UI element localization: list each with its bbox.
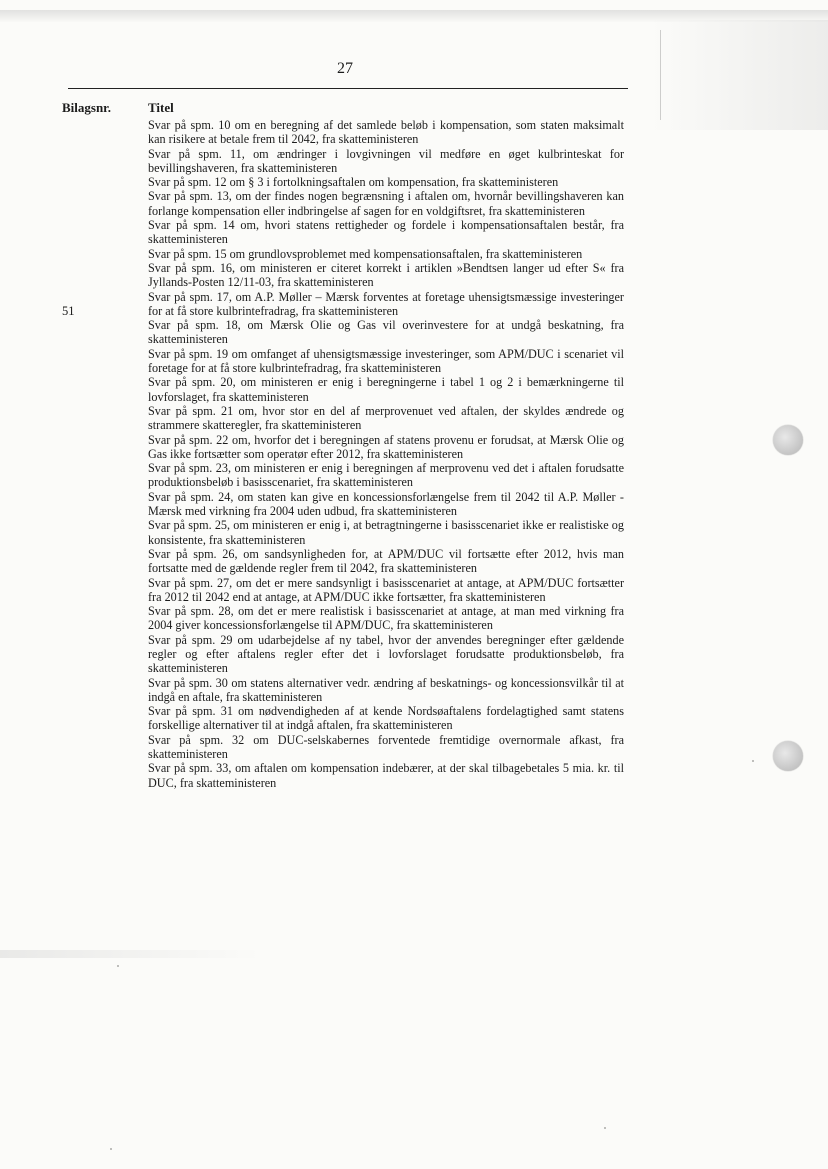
list-item: Svar på spm. 25, om ministeren er enig i, at betragtningerne i basisscenariet ikke er realistiske og konsistente, fra skatteministeren (148, 518, 624, 547)
list-item: Svar på spm. 27, om det er mere sandsynligt i basisscenariet at antage, at APM/DUC fortsætter fra 2012 til 2042 end at antage, at APM/DUC ikke fortsætter, fra skatteministeren (148, 575, 624, 604)
punch-hole-lower (773, 741, 803, 771)
list-item: Svar på spm. 31 om nødvendigheden af at kende Nordsøaftalens fordelagtighed samt statens forskellige alternativer til at indgå aftalen, fra skatteministeren (148, 704, 624, 733)
list-item: Svar på spm. 23, om ministeren er enig i beregningen af merprovenu ved det i aftalen forudsatte produktionsbeløb i basisscenariet, fra skatteministeren (148, 461, 624, 490)
scan-speck (752, 760, 754, 762)
scan-speck (110, 1148, 112, 1150)
entry-list (148, 118, 624, 790)
list-item: Svar på spm. 19 om omfanget af uhensigtsmæssige investeringer, som APM/DUC i scenariet vil foretage for at få store kulbrintefradrag, fra skatteministeren (148, 346, 624, 376)
list-item: Svar på spm. 13, om der findes nogen begrænsning i aftalen om, hvornår bevillingshaveren kan forlange kompensation eller indbringelse af sagen for en voldgiftsret, fra skatteministeren (148, 189, 624, 218)
list-item: Svar på spm. 21 om, hvor stor en del af merprovenuet ved aftalen, der skyldes ændrede og strammere skatteregler, fra skatteministeren (148, 403, 624, 433)
list-item: Svar på spm. 26, om sandsynligheden for, at APM/DUC vil fortsætte efter 2012, hvis man fortsatte med de gældende regler frem til 2042, fra skatteministeren (148, 546, 624, 576)
list-item: Svar på spm. 15 om grundlovsproblemet med kompensationsaftalen, fra skatteministeren (148, 246, 583, 261)
list-item: Svar på spm. 17, om A.P. Møller – Mærsk forventes at foretage uhensigtsmæssige investeringer for at få store kulbrintefradrag, fra skatteministeren (148, 289, 624, 318)
list-item: Svar på spm. 33, om aftalen om kompensation indebærer, at der skal tilbagebetales 5 mia. kr. til DUC, fra skatteministeren (148, 761, 624, 790)
list-item: Svar på spm. 30 om statens alternativer vedr. ændring af beskatnings- og koncessionsvilkår til at indgå en aftale, fra skatteministeren (148, 675, 624, 704)
list-item: Svar på spm. 11, om ændringer i lovgivningen vil medføre en øget kulbrinteskat for bevillingshaveren, fra skatteministeren (148, 146, 624, 175)
header-rule (68, 88, 628, 89)
list-item: Svar på spm. 10 om en beregning af det samlede beløb i kompensation, som staten maksimalt kan risikere at betale frem til 2042, fra skatteministeren (148, 118, 624, 147)
scan-artifact-bottom (0, 950, 260, 958)
list-item: Svar på spm. 28, om det er mere realistisk i basisscenariet at antage, at man med virkning fra 2004 giver koncessionsforlængelse til APM/DUC, fra skatteministeren (148, 604, 624, 633)
scan-speck (604, 1127, 606, 1129)
list-item: Svar på spm. 20, om ministeren er enig i beregningerne i tabel 1 og 2 i bemærkningerne til lovforslaget, fra skatteministeren (148, 375, 624, 404)
list-item: Svar på spm. 24, om staten kan give en koncessionsforlængelse frem til 2042 til A.P. Møller - Mærsk med virkning fra 2004 uden udbud, fra skatteministeren (148, 489, 624, 519)
list-item: Svar på spm. 16, om ministeren er citeret korrekt i artiklen »Bendtsen langer ud efter S« fra Jyllands-Posten 12/11-03, fra skatteministeren (148, 260, 624, 290)
list-item: Svar på spm. 29 om udarbejdelse af ny tabel, hvor der anvendes beregninger efter gældende regler og efter aftalens regler efter det i lovforslaget forudsatte produktionsbeløb, fra skatteministeren (148, 632, 624, 676)
list-item: Svar på spm. 12 om § 3 i fortolkningsaftalen om kompensation, fra skatteministeren (148, 175, 559, 190)
column-header-bilagsnr: Bilagsnr. (62, 100, 112, 115)
list-item: Svar på spm. 18, om Mærsk Olie og Gas vil overinvestere for at undgå beskatning, fra skatteministeren (148, 318, 624, 347)
punch-hole-upper (773, 425, 803, 455)
scan-speck (117, 965, 119, 967)
page-number: 27 (337, 60, 353, 77)
list-item: Svar på spm. 22 om, hvorfor det i beregningen af statens provenu er forudsat, at Mærsk Olie og Gas ikke fortsætter som operatør efter 2012, fra skatteministeren (148, 432, 624, 461)
list-item: Svar på spm. 32 om DUC-selskabernes forventede fremtidige overnormale afkast, fra skatteministeren (148, 732, 624, 762)
bilag-number: 51 (62, 304, 75, 318)
column-header-titel: Titel (148, 100, 174, 115)
list-item: Svar på spm. 14 om, hvori statens rettigheder og fordele i kompensationsaftalen består, fra skatteministeren (148, 218, 624, 247)
